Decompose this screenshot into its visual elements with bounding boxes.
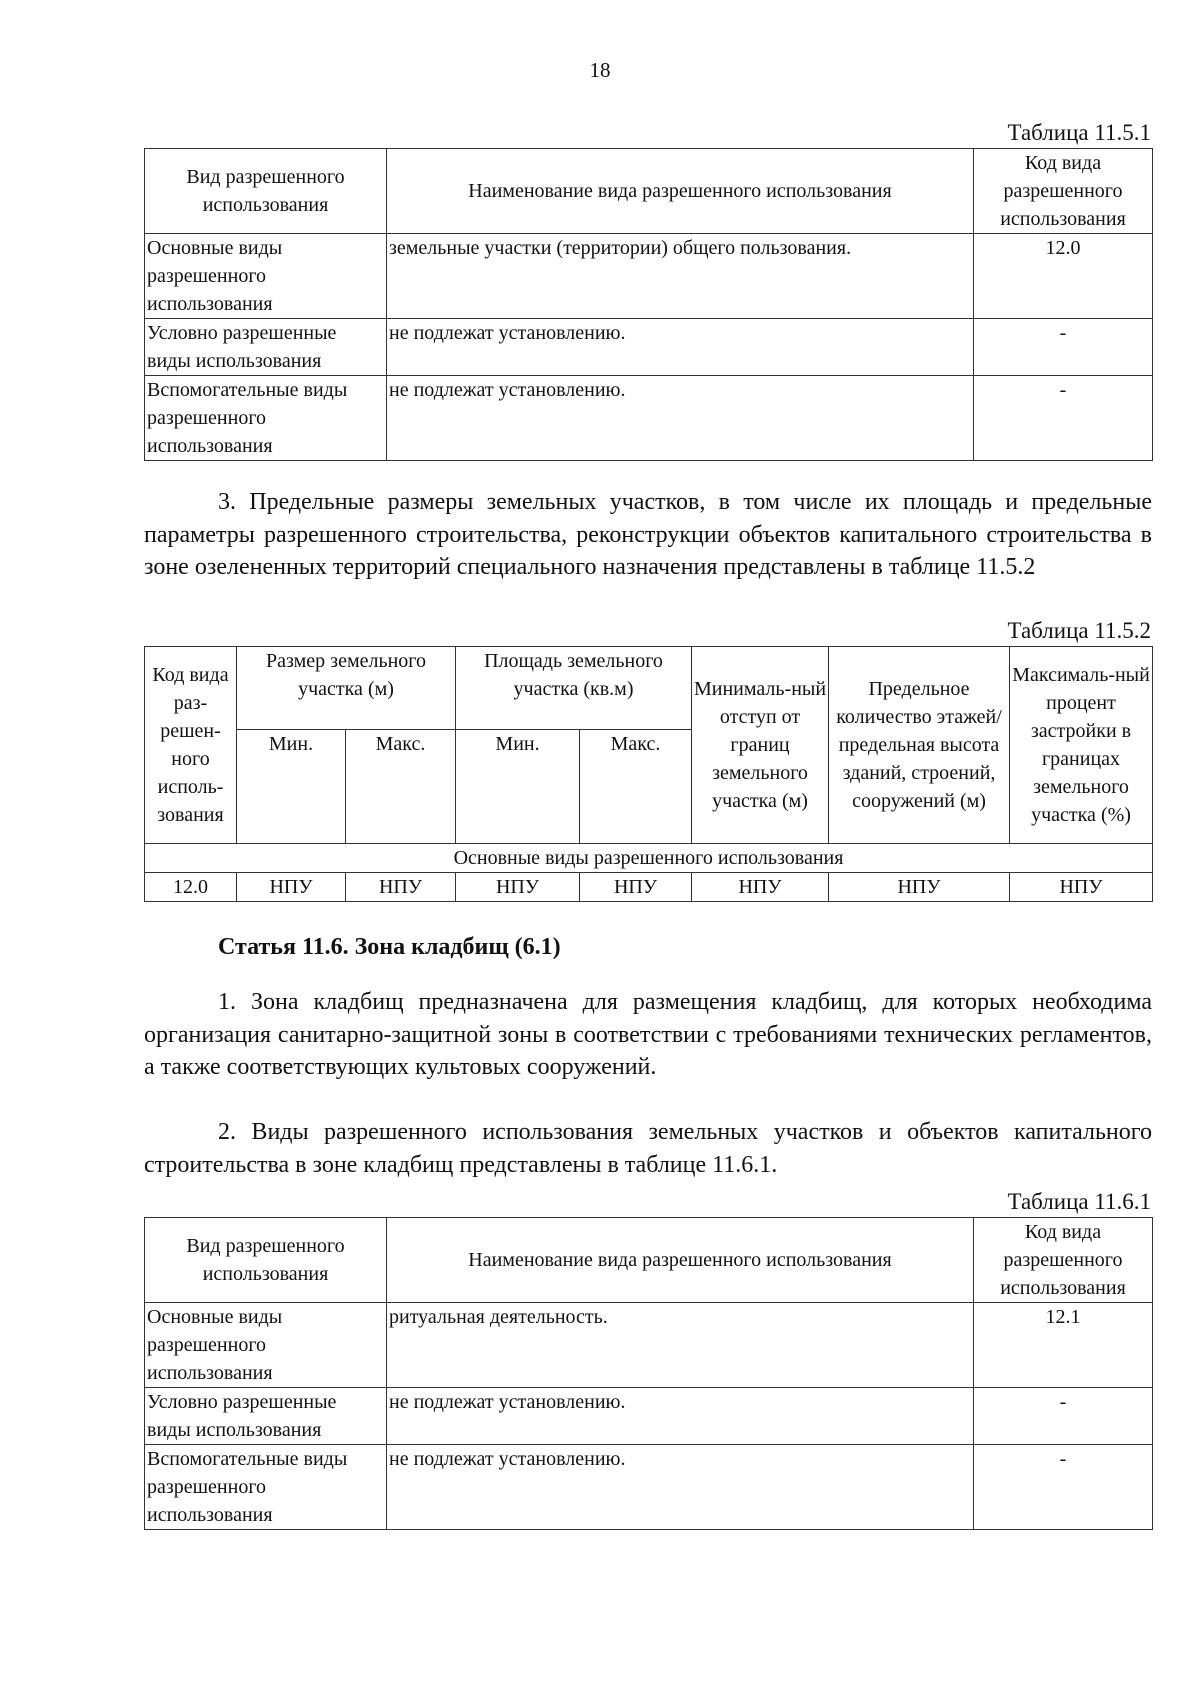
cell-code: - xyxy=(974,376,1153,461)
cell-kind: Основные виды разрешенного использования xyxy=(145,234,387,319)
cell-size-min: НПУ xyxy=(237,873,346,902)
section-label: Основные виды разрешенного использования xyxy=(145,844,1153,873)
cemetery-use-table xyxy=(144,1217,1153,1530)
header-code: Код вида раз-решен-ного исполь-зования xyxy=(145,647,237,844)
permitted-use-table xyxy=(144,148,1153,461)
table-caption: Таблица 11.5.2 xyxy=(1007,618,1151,643)
cell-code: - xyxy=(974,1445,1153,1530)
article-heading: Статья 11.6. Зона кладбищ (6.1) xyxy=(218,934,561,960)
cell-name: не подлежат установлению. xyxy=(387,1445,974,1530)
header-size-min: Мин. xyxy=(237,730,346,844)
cell-setback: НПУ xyxy=(692,873,829,902)
paragraph-cemetery-uses: 2. Виды разрешенного использования земельных участков и объектов капитального строительства в зоне кладбищ представлены в таблице 11.6.1. xyxy=(144,1119,1152,1178)
table-row xyxy=(145,873,1153,902)
paragraph-limits: 3. Предельные размеры земельных участков, в том числе их площадь и предельные параметры разрешенного строительства, реконструкции объектов капитального строительства в зоне озелененных территорий специального назначения представлены в таблице 11.5.2 xyxy=(144,489,1152,580)
cell-area-max: НПУ xyxy=(580,873,692,902)
header-kind: Вид разрешенного использования xyxy=(145,1218,387,1303)
header-code: Код вида разрешенного использования xyxy=(974,149,1153,234)
table-row xyxy=(145,319,1153,376)
cell-area-min: НПУ xyxy=(456,873,580,902)
table-row xyxy=(145,1445,1153,1530)
table-row xyxy=(145,234,1153,319)
cell-name: не подлежат установлению. xyxy=(387,376,974,461)
cell-coverage: НПУ xyxy=(1010,873,1153,902)
header-code: Код вида разрешенного использования xyxy=(974,1218,1153,1303)
header-size-max: Макс. xyxy=(346,730,456,844)
cell-kind: Основные виды разрешенного использования xyxy=(145,1303,387,1388)
table-row xyxy=(145,376,1153,461)
header-area: Площадь земельного участка (кв.м) xyxy=(456,647,692,730)
cell-size-max: НПУ xyxy=(346,873,456,902)
parameters-table xyxy=(144,646,1153,902)
header-size: Размер земельного участка (м) xyxy=(237,647,456,730)
header-setback: Минималь-ный отступ от границ земельного участка (м) xyxy=(692,647,829,844)
cell-kind: Условно разрешенные виды использования xyxy=(145,1388,387,1445)
cell-name: земельные участки (территории) общего пользования. xyxy=(387,234,974,319)
cell-name: не подлежат установлению. xyxy=(387,1388,974,1445)
cell-kind: Вспомогательные виды разрешенного использования xyxy=(145,376,387,461)
cell-kind: Условно разрешенные виды использования xyxy=(145,319,387,376)
table-caption: Таблица 11.6.1 xyxy=(1007,1189,1151,1214)
paragraph-cemetery-purpose: 1. Зона кладбищ предназначена для размещения кладбищ, для которых необходима организация санитарно-защитной зоны в соответствии с требованиями технических регламентов, а также соответствующих культовых сооружений. xyxy=(144,989,1152,1080)
cell-code: - xyxy=(974,319,1153,376)
header-area-min: Мин. xyxy=(456,730,580,844)
page-number: 18 xyxy=(589,58,611,82)
header-name: Наименование вида разрешенного использования xyxy=(387,1218,974,1303)
cell-code: 12.0 xyxy=(145,873,237,902)
cell-name: не подлежат установлению. xyxy=(387,319,974,376)
cell-code: - xyxy=(974,1388,1153,1445)
cell-floors: НПУ xyxy=(829,873,1010,902)
cell-kind: Вспомогательные виды разрешенного использования xyxy=(145,1445,387,1530)
cell-code: 12.0 xyxy=(974,234,1153,319)
header-coverage: Максималь-ный процент застройки в границах земельного участка (%) xyxy=(1010,647,1153,844)
table-caption: Таблица 11.5.1 xyxy=(1007,120,1151,145)
cell-code: 12.1 xyxy=(974,1303,1153,1388)
cell-name: ритуальная деятельность. xyxy=(387,1303,974,1388)
header-kind: Вид разрешенного использования xyxy=(145,149,387,234)
header-floors: Предельное количество этажей/ предельная высота зданий, строений, сооружений (м) xyxy=(829,647,1010,844)
table-row xyxy=(145,1388,1153,1445)
table-row xyxy=(145,1303,1153,1388)
header-area-max: Макс. xyxy=(580,730,692,844)
header-name: Наименование вида разрешенного использования xyxy=(387,149,974,234)
